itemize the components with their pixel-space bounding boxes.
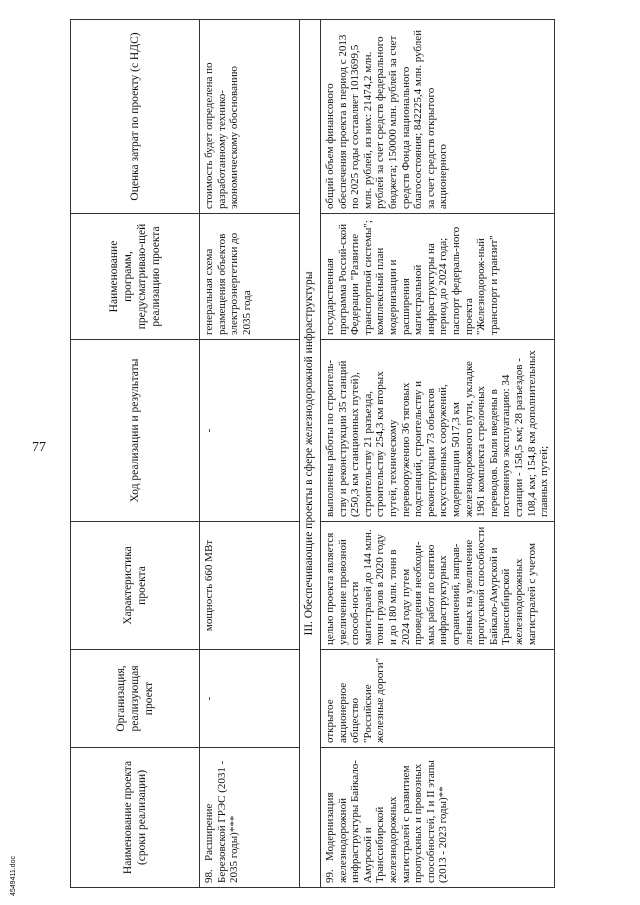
table-row-99 [321,20,555,888]
table-row-98 [200,20,300,888]
rotated-table-container [70,20,582,888]
projects-table [70,19,555,888]
header-cost: Оценка затрат по проекту (с НДС) [71,20,200,214]
cell-name [321,748,555,888]
project-name: Модернизация железнодорожной инфраструктуры Байкало-Амурской и Транссибирской железнодорожных магистралей с развитием пропускных и провозных способностей, I и II этапы (2013 - 2023 годы)** [324,760,450,883]
cell-characteristic: целью проекта является увеличение провозной способ-ности магистралей до 144 млн. тонн грузов в 2020 году и до 180 млн. тонн в 2024 году путем проведения необходи-мых работ по снятию инфраструктурных ограничений, направ-ленных на увеличение пропускной способности Байкало-Амурской и Транссибирской железнодорожных магистралей с учетом [321,522,555,650]
cell-characteristic: мощность 660 МВт [200,522,300,650]
section-title: III. Обеспечивающие проекты в сфере железнодорожной инфраструктуры [300,20,321,888]
cell-cost: стоимость будет определена по разработанному технико-экономическому обоснованию [200,20,300,214]
header-organization: Организация, реализующая проект [71,650,200,748]
row-number: 98. [203,869,215,883]
row-number: 99. [324,869,336,883]
cell-name [200,748,300,888]
footer-code-text: 4549411.doc [10,856,17,896]
header-program: Наименование программ, предусматриваю-щей реализацию проекта [71,214,200,340]
header-characteristic: Характеристика проекта [71,522,200,650]
header-project-name: Наименование проекта (сроки реализации) [71,748,200,888]
cell-progress: - [200,340,300,522]
cell-progress: выполнены работы по строитель-ству и реконструкции 35 станций (250,3 км станционных путей), строительству 21 разъезда, строительству 254,3 км вторых путей, техническому перевооружению 36 тяговых подстанций, строительству и реконструкции 73 объектов искусственных сооружений, модернизации 5017,3 км железнодорожного пути, укладке 1961 комплекта стрелочных переводов. Были введены в постоянную эксплуатацию: 34 станции - 158,5 км; 28 разъездов - 108,4 км; 154,8 км дополнительных главных путей; [321,340,555,522]
header-progress: Ход реализации и результаты [71,340,200,522]
cell-org: открытое акционерное общество "Российские железные дороги" [321,650,555,748]
cell-org: - [200,650,300,748]
cell-program: государственная программа Россий-ской Федерации "Развитие транспортной системы"; комплексный план модернизации и расширения магистральной инфраструктуры на период до 2024 года; паспорт федераль-ного проекта "Железнодорож-ный транспорт и транзит" [321,214,555,340]
project-name: Расширение Березовской ГРЭС (2031 - 2035 годы)*** [203,760,241,883]
section-row [300,20,321,888]
cell-program: генеральная схема размещения объектов электроэнергетики до 2035 года [200,214,300,340]
page-number: 77 [32,440,46,455]
table-header-row [71,20,200,888]
cell-cost: общий объем финансового обеспечения проекта в период с 2013 по 2025 годы составляет 1013699,5 млн. рублей, из них: 21474,2 млн. рублей за счет средств федерального бюджета; 150000 млн. рублей за счет средств Фонда национального благосостояния; 842225,4 млн. рублей за счет средств открытого акционерного [321,20,555,214]
